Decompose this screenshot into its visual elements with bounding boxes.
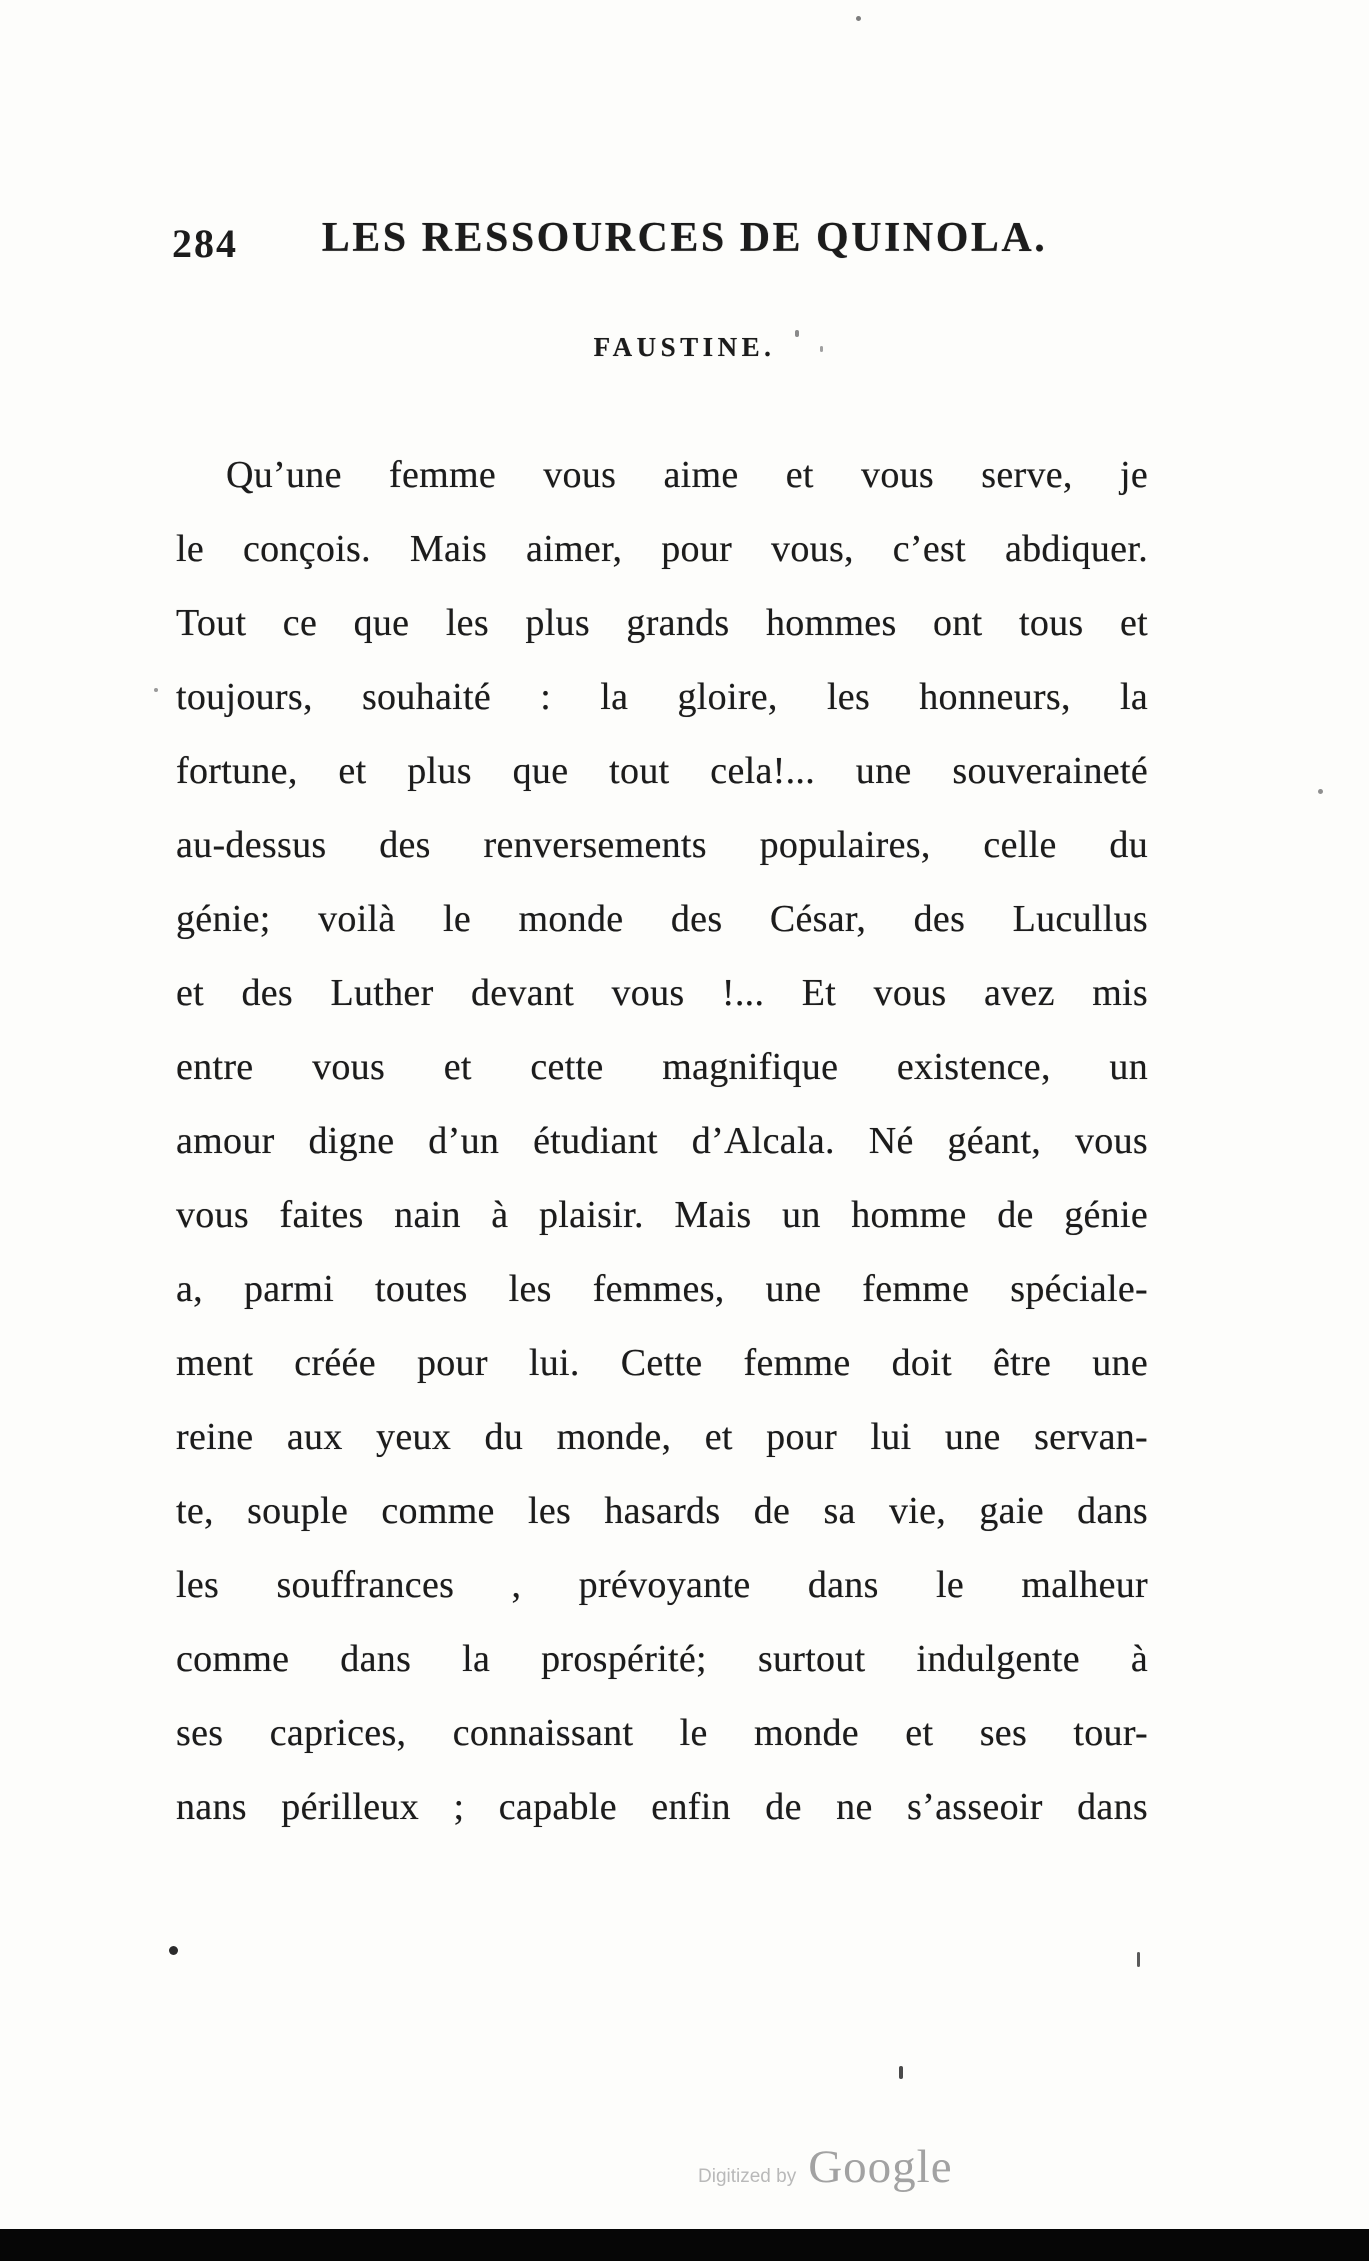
text-line: au-dessus des renversements populaires, celle du xyxy=(176,824,1148,866)
scan-artifact xyxy=(1318,789,1323,794)
text-line: a, parmi toutes les femmes, une femme spéciale- xyxy=(176,1268,1148,1310)
text-line: les souffrances , prévoyante dans le malheur xyxy=(176,1564,1148,1606)
text-line: Tout ce que les plus grands hommes ont tous et xyxy=(176,602,1148,644)
text-line: nans périlleux ; capable enfin de ne s’asseoir dans xyxy=(176,1786,1148,1828)
text-line: ment créée pour lui. Cette femme doit être une xyxy=(176,1342,1148,1384)
scan-artifact xyxy=(899,2066,903,2079)
text-line: comme dans la prospérité; surtout indulgente à xyxy=(176,1638,1148,1680)
text-line: le conçois. Mais aimer, pour vous, c’est abdiquer. xyxy=(176,528,1148,570)
text-line: Qu’une femme vous aime et vous serve, je xyxy=(226,454,1148,496)
scan-artifact xyxy=(154,688,158,692)
google-logo: Google xyxy=(808,2141,953,2193)
text-line: toujours, souhaité : la gloire, les honneurs, la xyxy=(176,676,1148,718)
scan-artifact xyxy=(795,330,799,337)
page-number: 284 xyxy=(172,221,238,266)
text-line: et des Luther devant vous !... Et vous avez mis xyxy=(176,972,1148,1014)
scan-artifact xyxy=(856,16,861,21)
scan-artifact xyxy=(1137,1952,1140,1967)
speaker-heading: FAUSTINE. xyxy=(593,332,776,362)
text-line: reine aux yeux du monde, et pour lui une servan- xyxy=(176,1416,1148,1458)
text-line: génie; voilà le monde des César, des Lucullus xyxy=(176,898,1148,940)
text-line: ses caprices, connaissant le monde et ses tour- xyxy=(176,1712,1148,1754)
text-line: amour digne d’un étudiant d’Alcala. Né géant, vous xyxy=(176,1120,1148,1162)
digitized-by-label: Digitized by xyxy=(698,2166,797,2187)
text-line: entre vous et cette magnifique existence, un xyxy=(176,1046,1148,1088)
text-line: te, souple comme les hasards de sa vie, gaie dans xyxy=(176,1490,1148,1532)
body-text xyxy=(176,438,1148,1844)
running-title: LES RESSOURCES DE QUINOLA. xyxy=(321,215,1048,261)
page-header xyxy=(0,214,1369,278)
scan-artifact xyxy=(820,346,823,352)
scan-edge-bar xyxy=(0,2229,1369,2261)
google-watermark xyxy=(698,2140,953,2194)
text-line: vous faites nain à plaisir. Mais un homme de génie xyxy=(176,1194,1148,1236)
text-line: fortune, et plus que tout cela!... une souveraineté xyxy=(176,750,1148,792)
scan-artifact xyxy=(169,1946,178,1955)
